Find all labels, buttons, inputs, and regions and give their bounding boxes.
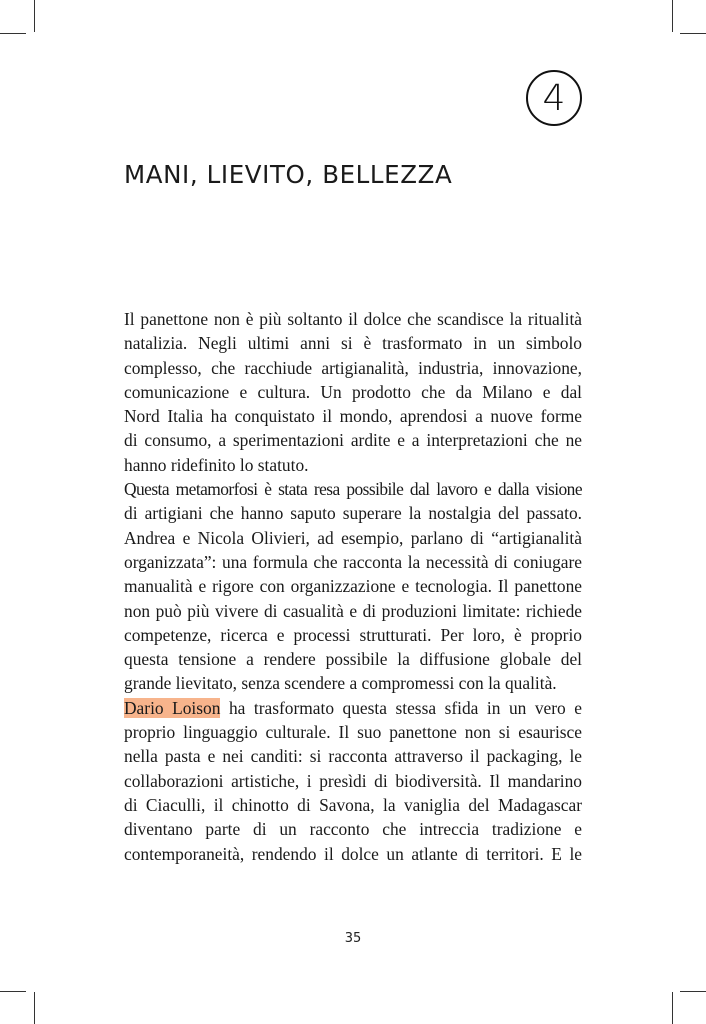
text-line: collaborazioni artistiche, i presìdi di biodiversità. Il mandarino bbox=[124, 770, 582, 791]
crop-mark bbox=[672, 0, 673, 32]
crop-mark bbox=[0, 33, 26, 34]
text-line: diventano parte di un racconto che intreccia tradizione e bbox=[124, 819, 582, 840]
crop-mark bbox=[680, 33, 706, 34]
text-line: competenze, ricerca e processi strutturati. Per loro, è proprio bbox=[124, 624, 582, 645]
crop-mark bbox=[672, 992, 673, 1024]
text-line: di artigiani che hanno saputo superare la nostalgia del passato. bbox=[124, 503, 582, 524]
page-number: 35 bbox=[344, 931, 362, 946]
text-line: Andrea e Nicola Olivieri, ad esempio, parlano di “artigianalità bbox=[124, 527, 582, 548]
text-line: manualità e rigore con organizzazione e tecnologia. Il panettone bbox=[124, 576, 582, 597]
text-line: complesso, che racchiude artigianalità, industria, innovazione, bbox=[124, 357, 582, 378]
text-line: proprio linguaggio culturale. Il suo panettone non si esaurisce bbox=[124, 722, 582, 743]
text-line: di consumo, a sperimentazioni ardite e a interpretazioni che ne bbox=[124, 430, 582, 451]
text-line: Nord Italia ha conquistato il mondo, aprendosi a nuove forme bbox=[124, 406, 582, 427]
text-line bbox=[124, 696, 582, 720]
text-line: nella pasta e nei canditi: si racconta attraverso il packaging, le bbox=[124, 746, 582, 767]
text-line: contemporaneità, rendendo il dolce un atlante di territori. E le bbox=[124, 843, 582, 864]
crop-mark bbox=[34, 0, 35, 32]
body-text bbox=[124, 307, 582, 866]
text-line: questa tensione a rendere possibile la diffusione globale del bbox=[124, 649, 582, 670]
text-line: natalizia. Negli ultimi anni si è trasformato in un simbolo bbox=[124, 333, 582, 354]
text-line: hanno ridefinito lo statuto. bbox=[124, 454, 309, 475]
crop-mark bbox=[0, 991, 26, 992]
text-run: ha trasformato questa stessa sfida in un vero e bbox=[220, 697, 582, 718]
chapter-number: 4 bbox=[542, 77, 566, 119]
crop-mark bbox=[34, 992, 35, 1024]
text-line: organizzata”: una formula che racconta la necessità di coniugare bbox=[124, 551, 582, 572]
chapter-title: MANI, LIEVITO, BELLEZZA bbox=[124, 160, 453, 189]
text-line: non può più vivere di casualità e di produzioni limitate: richiede bbox=[124, 600, 582, 621]
text-line: Il panettone non è più soltanto il dolce che scandisce la ritualità bbox=[124, 309, 582, 329]
crop-mark bbox=[680, 991, 706, 992]
chapter-number-badge bbox=[526, 70, 582, 126]
text-line: grande lievitato, senza scendere a compromessi con la qualità. bbox=[124, 673, 557, 694]
text-line: di Ciaculli, il chinotto di Savona, la vaniglia del Madagascar bbox=[124, 794, 582, 815]
text-line: comunicazione e cultura. Un prodotto che da Milano e dal bbox=[124, 381, 582, 402]
highlighted-name: Dario Loison bbox=[124, 697, 221, 718]
text-line: Questa metamorfosi è stata resa possibile dal lavoro e dalla visione bbox=[124, 479, 582, 500]
